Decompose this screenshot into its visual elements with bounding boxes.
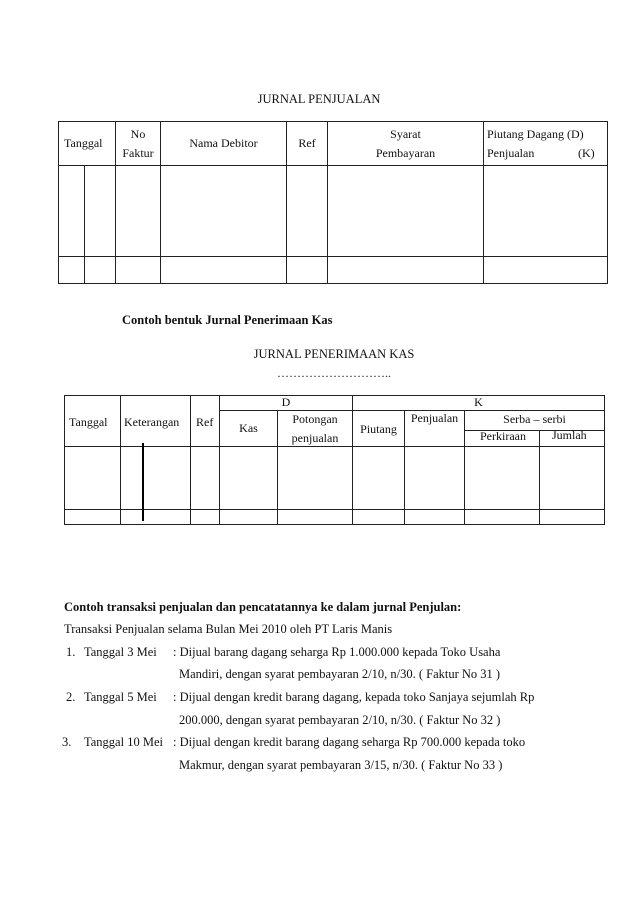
list-item-number: 1.: [66, 645, 76, 659]
jurnal-kas-dots: ………………………..: [277, 366, 391, 380]
list-item-number: 2.: [66, 690, 76, 704]
table-col-line: [64, 395, 65, 525]
header-keterangan: Keterangan: [124, 415, 180, 429]
table-sub-col-line: [84, 165, 85, 284]
header-debit: D: [281, 395, 291, 409]
header-perkiraan: Perkiraan: [480, 429, 526, 443]
list-item-text-cont: Mandiri, dengan syarat pembayaran 2/10, n/30. ( Faktur No 31 ): [179, 667, 501, 681]
jurnal-kas-table: [64, 395, 605, 525]
header-tanggal: Tanggal: [64, 136, 103, 150]
header-penjualan: Penjualan: [410, 411, 459, 425]
header-penjualan-potongan: penjualan: [291, 431, 339, 445]
table-col-line: [190, 395, 191, 525]
table-col-line: [607, 121, 608, 284]
list-item-text-cont: 200.000, dengan syarat pembayaran 2/10, n/30. ( Faktur No 32 ): [179, 713, 501, 727]
header-pembayaran: Pembayaran: [375, 146, 436, 160]
list-item-date: Tanggal 5 Mei: [84, 690, 157, 704]
transaksi-intro: Transaksi Penjualan selama Bulan Mei 2010 oleh PT Laris Manis: [64, 622, 393, 636]
table-border-bottom: [64, 524, 605, 525]
table-border-bottom: [58, 283, 608, 284]
header-jumlah: Jumlah: [552, 428, 587, 442]
list-item-text: : Dijual dengan kredit barang dagang, kepada toko Sanjaya sejumlah Rp: [173, 690, 535, 704]
transaksi-heading: Contoh transaksi penjualan dan pencatatannya ke dalam jurnal Penjulan:: [64, 600, 462, 614]
list-item-text-cont: Makmur, dengan syarat pembayaran 3/15, n/30. ( Faktur No 33 ): [179, 758, 503, 772]
header-ref: Ref: [196, 415, 214, 429]
jurnal-penjualan-title: JURNAL PENJUALAN: [257, 92, 381, 106]
list-item-text: : Dijual dengan kredit barang dagang seharga Rp 700.000 kepada toko: [173, 735, 526, 749]
header-kredit: (K): [578, 146, 595, 160]
contoh-kas-heading: Contoh bentuk Jurnal Penerimaan Kas: [122, 313, 333, 327]
list-item-text: : Dijual barang dagang seharga Rp 1.000.000 kepada Toko Usaha: [173, 645, 501, 659]
table-border-top: [58, 121, 608, 122]
jurnal-penjualan-table: [58, 121, 608, 284]
table-col-line: [219, 395, 220, 525]
list-item-date: Tanggal 10 Mei: [84, 735, 163, 749]
table-row-divider: [58, 256, 608, 257]
table-row-divider: [64, 509, 605, 510]
header-piutang-dagang: Piutang Dagang (D): [487, 127, 584, 141]
header-no: No: [130, 127, 146, 141]
header-serba-serbi: Serba – serbi: [503, 412, 566, 426]
header-kredit: K: [474, 395, 483, 409]
header-piutang: Piutang: [360, 422, 397, 436]
table-col-line: [120, 395, 121, 525]
jurnal-kas-title: JURNAL PENERIMAAN KAS: [253, 347, 415, 361]
header-penjualan: Penjualan: [487, 146, 535, 160]
header-ref: Ref: [298, 136, 316, 150]
header-syarat: Syarat: [390, 127, 421, 141]
header-faktur: Faktur: [122, 146, 154, 160]
list-item-number: 3.: [62, 735, 72, 749]
table-col-line: [58, 121, 59, 284]
header-nama-debitor: Nama Debitor: [189, 136, 258, 150]
header-potongan: Potongan: [292, 412, 338, 426]
header-kas: Kas: [239, 421, 258, 435]
header-tanggal: Tanggal: [69, 415, 108, 429]
table-header-divider: [58, 165, 608, 166]
list-item-date: Tanggal 3 Mei: [84, 645, 157, 659]
table-cursor-mark: [142, 443, 144, 521]
table-col-line: [539, 430, 540, 525]
